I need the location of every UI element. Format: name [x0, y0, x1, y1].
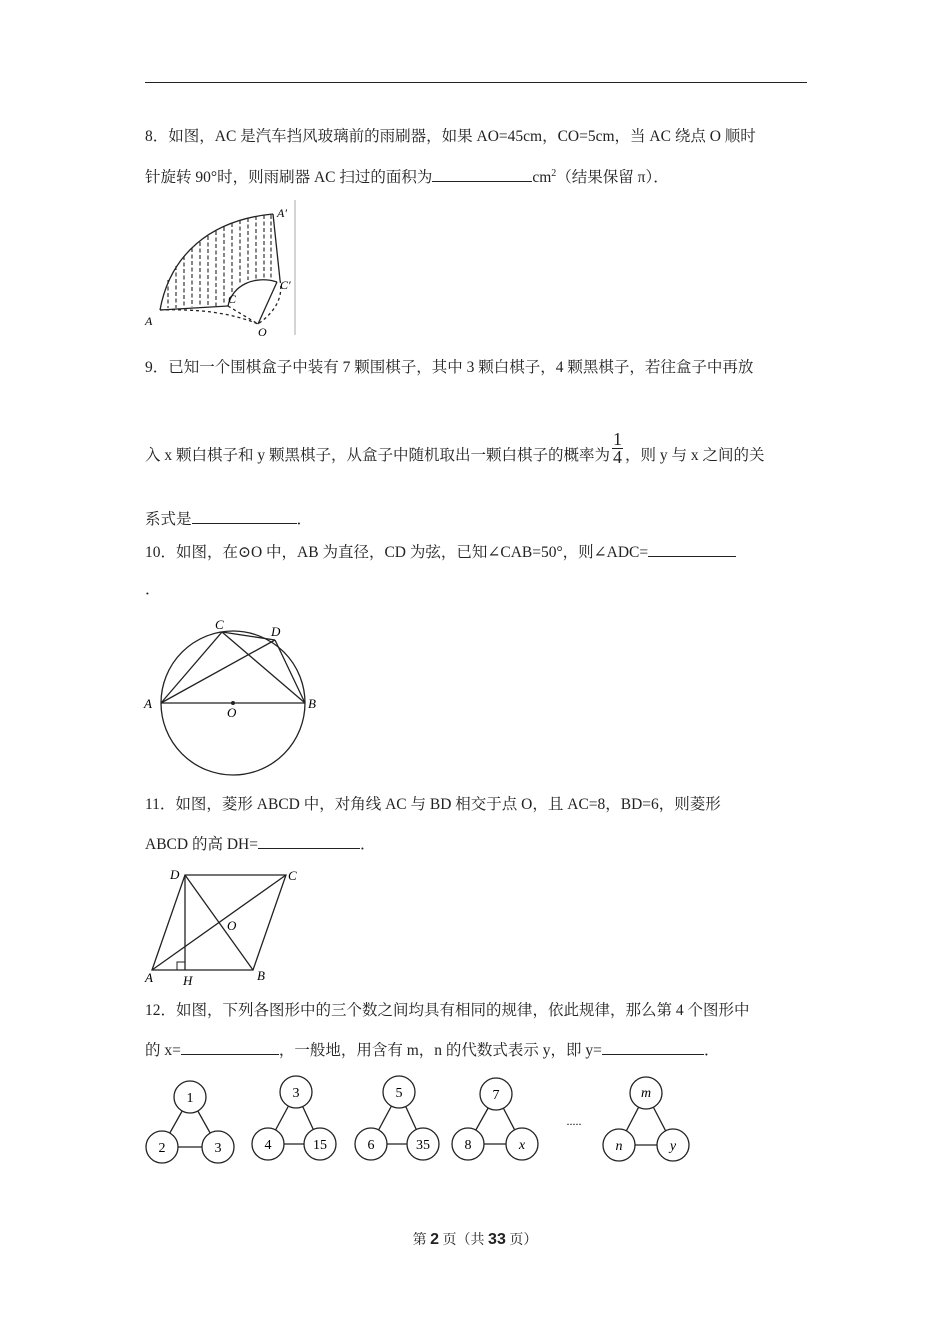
svg-text:n: n [615, 1139, 623, 1154]
svg-text:m: m [640, 1086, 652, 1101]
q9-answer-blank[interactable] [192, 508, 297, 524]
q11-label-b: B [257, 968, 265, 983]
q11-answer-blank[interactable] [258, 833, 360, 849]
q11-line-1: 11．如图，菱形 ABCD 中，对角线 AC 与 BD 相交于点 O，且 AC=8，BD=6，则菱形 [145, 796, 721, 813]
q12-figure-2 [252, 1076, 336, 1160]
q12-line-2: 的 x= ，一般地，用含有 m，n 的代数式表示 y，即 y= ． [145, 1039, 719, 1061]
q12-dots: ..... [566, 1114, 582, 1128]
q8-line-1: 8．如图，AC 是汽车挡风玻璃前的雨刷器，如果 AO=45cm，CO=5cm，当 AC 绕点 O 顺时 [145, 128, 756, 145]
q11-label-c: C [288, 868, 297, 883]
svg-text:4: 4 [264, 1138, 272, 1153]
q12-answer-blank-x[interactable] [181, 1039, 279, 1055]
q10-answer-blank[interactable] [648, 541, 736, 557]
q12-line-1: 12．如图，下列各图形中的三个数之间均具有相同的规律，依此规律，那么第 4 个图形中 [145, 1002, 750, 1019]
svg-text:1: 1 [186, 1091, 194, 1106]
q12-figure-1 [146, 1081, 234, 1163]
q10-label-d: D [271, 624, 281, 639]
svg-text:6: 6 [367, 1138, 375, 1153]
q8-label-a-prime: A′ [277, 206, 287, 220]
q10-label-b: B [308, 696, 316, 711]
header-rule [145, 82, 807, 83]
q8-label-c-prime: C′ [280, 278, 291, 292]
q9-line-3: 系式是 ． [145, 508, 312, 530]
svg-text:15: 15 [313, 1138, 327, 1153]
q8-label-o: O [258, 325, 267, 339]
q10-label-c: C [215, 617, 224, 632]
q10-line-2: ． [145, 581, 161, 598]
q9-line-1: 9．已知一个围棋盒子中装有 7 颗围棋子，其中 3 颗白棋子，4 颗黑棋子，若往盒子中再放 [145, 359, 754, 376]
q12-figure-3 [355, 1076, 439, 1160]
q11-label-h: H [183, 973, 193, 987]
svg-text:35: 35 [416, 1138, 430, 1153]
q9-fraction: $\frac{1}{4}$ [613, 428, 623, 467]
svg-text:8: 8 [464, 1138, 472, 1153]
q9-line-2: 入 x 颗白棋子和 y 颗黑棋子，从盒子中随机取出一颗白棋子的概率为 $\frac{1}{4}$ ，则 y 与 x 之间的关 [145, 428, 765, 467]
q12-figure-4 [452, 1078, 538, 1160]
q10-circle-figure [140, 612, 325, 782]
svg-text:y: y [669, 1139, 677, 1154]
svg-text:7: 7 [492, 1088, 500, 1103]
q10-line-1: 10．如图，在⊙O 中，AB 为直径，CD 为弦，已知∠CAB=50°，则∠ADC= [145, 541, 736, 563]
page-number: 2 [430, 1231, 440, 1248]
q8-label-c: C [228, 292, 237, 306]
q8-label-a: A [145, 314, 153, 328]
total-pages: 33 [488, 1231, 506, 1248]
svg-text:3: 3 [214, 1141, 222, 1156]
q11-line-2: ABCD 的高 DH= ． [145, 833, 375, 855]
q11-label-a: A [145, 970, 153, 985]
q10-label-a: A [144, 696, 152, 711]
q8-wiper-figure [140, 200, 300, 340]
q11-rhombus-figure [140, 862, 310, 987]
q12-figure-general [603, 1077, 689, 1161]
svg-text:5: 5 [395, 1086, 403, 1101]
q12-triangle-figures [140, 1070, 700, 1175]
q11-label-o: O [227, 918, 237, 933]
q8-line-2: 针旋转 90°时，则雨刷器 AC 扫过的面积为 $cm^2$（结果保留 π）． [145, 168, 669, 187]
svg-text:2: 2 [158, 1141, 166, 1156]
svg-text:3: 3 [292, 1086, 300, 1101]
q11-label-d: D [170, 867, 180, 882]
q8-answer-blank[interactable] [432, 166, 532, 182]
page-footer: 第 2 页（共 33 页） [412, 1231, 538, 1248]
q12-answer-blank-y[interactable] [602, 1039, 704, 1055]
svg-text:x: x [518, 1138, 526, 1153]
q10-label-o: O [227, 705, 237, 720]
